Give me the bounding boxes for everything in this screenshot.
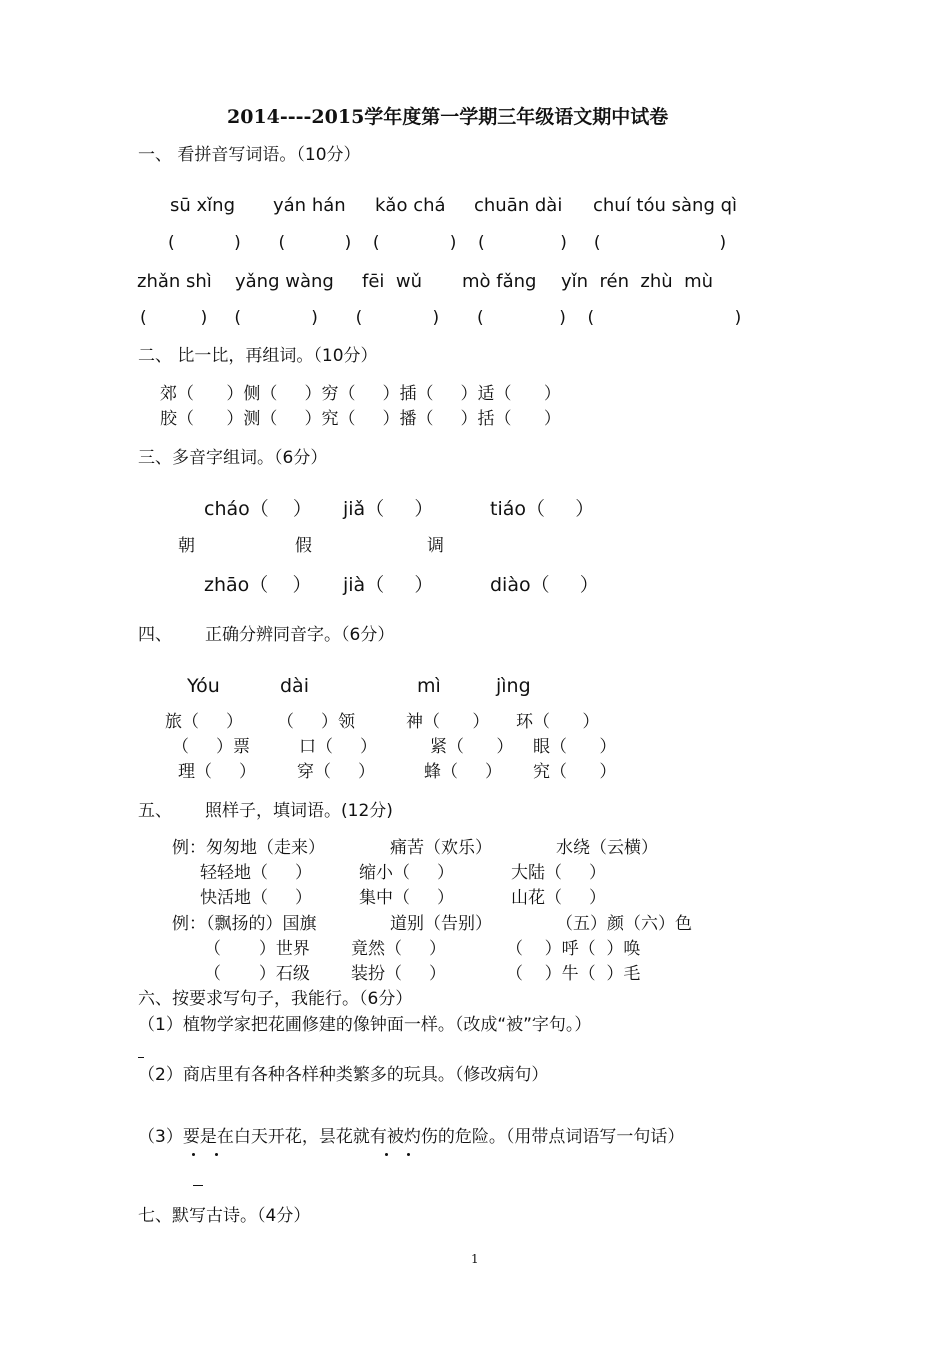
pinyin-word: sū xǐng bbox=[170, 195, 235, 216]
example-item: 例：（飘扬的）国旗 bbox=[172, 914, 317, 934]
pinyin-word: dài bbox=[280, 675, 309, 697]
section-2-heading: 二、 比一比，再组词。（10分） bbox=[138, 346, 378, 366]
pinyin-word: chuān dài bbox=[474, 195, 563, 216]
polyphone-item: diào（ ） bbox=[490, 574, 599, 596]
example-item: 水绕（云横） bbox=[556, 838, 658, 858]
homophone-item: 环（ ） bbox=[516, 712, 600, 732]
section-1-heading: 一、 看拼音写词语。（10分） bbox=[138, 145, 361, 165]
fill-item: （ ）牛（ ）毛 bbox=[506, 964, 641, 984]
example-item: （五）颜（六）色 bbox=[556, 914, 692, 934]
answer-mark bbox=[138, 1057, 144, 1058]
answer-blanks-row[interactable]: ( ) ( ) ( ) ( ) ( ) bbox=[168, 233, 727, 253]
section-4-heading: 正确分辨同音字。（6分） bbox=[205, 625, 395, 645]
homophone-item: 理（ ） bbox=[178, 762, 257, 782]
polyphone-char: 朝 bbox=[178, 536, 195, 556]
fill-item: 大陆（ ） bbox=[511, 863, 607, 883]
page-number: 1 bbox=[471, 1252, 479, 1266]
sentence-question-1: （1）植物学家把花圃修建的像钟面一样。（改成“被”字句。） bbox=[138, 1015, 592, 1035]
section-6-heading: 六、按要求写句子，我能行。（6分） bbox=[138, 989, 413, 1009]
fill-item: 缩小（ ） bbox=[359, 863, 455, 883]
pinyin-word: kǎo chá bbox=[375, 195, 446, 216]
example-item: 痛苦（欢乐） bbox=[390, 838, 492, 858]
section-3-heading: 三、多音字组词。（6分） bbox=[138, 448, 328, 468]
emphasis-dot bbox=[385, 1153, 388, 1156]
homophone-item: 紧（ ） bbox=[430, 737, 514, 757]
homophone-item: （ ）票 bbox=[172, 737, 251, 757]
homophone-item: 神（ ） bbox=[406, 712, 490, 732]
polyphone-char: 假 bbox=[295, 536, 312, 556]
homophone-item: （ ）领 bbox=[277, 712, 356, 732]
sentence-question-2: （2）商店里有各种各样种类繁多的玩具。（修改病句） bbox=[138, 1065, 549, 1085]
fill-item: 轻轻地（ ） bbox=[200, 863, 313, 883]
pinyin-word: Yóu bbox=[187, 675, 220, 697]
pinyin-word: chuí tóu sàng qì bbox=[593, 195, 738, 216]
polyphone-item: jià（ ） bbox=[343, 574, 434, 596]
emphasis-dot bbox=[407, 1153, 410, 1156]
pinyin-word: mì bbox=[417, 675, 441, 697]
homophone-item: 旅（ ） bbox=[165, 712, 244, 732]
fill-item: （ ）石级 bbox=[204, 964, 310, 984]
homophone-item: 蜂（ ） bbox=[424, 762, 503, 782]
homophone-item: 眼（ ） bbox=[533, 737, 617, 757]
example-item: 道别（告别） bbox=[390, 914, 492, 934]
fill-item: 装扮（ ） bbox=[351, 964, 447, 984]
pinyin-word: fēi wǔ bbox=[362, 271, 422, 292]
compare-row-1: 郊（ ）侧（ ）穷（ ）插（ ）适（ ） bbox=[160, 384, 561, 404]
homophone-item: 口（ ） bbox=[299, 737, 378, 757]
polyphone-item: zhāo（ ） bbox=[204, 574, 312, 596]
pinyin-word: yán hán bbox=[273, 195, 346, 216]
fill-item: （ ）世界 bbox=[204, 939, 310, 959]
polyphone-item: tiáo（ ） bbox=[490, 498, 595, 520]
section-7-heading: 七、默写古诗。（4分） bbox=[138, 1206, 311, 1226]
fill-item: 竟然（ ） bbox=[351, 939, 447, 959]
sentence-question-3: （3）要是在白天开花，昙花就有被灼伤的危险。（用带点词语写一句话） bbox=[138, 1127, 685, 1147]
polyphone-item: jiǎ（ ） bbox=[343, 498, 434, 520]
pinyin-word: zhǎn shì bbox=[137, 271, 212, 292]
fill-item: 快活地（ ） bbox=[200, 888, 313, 908]
pinyin-word: jìng bbox=[496, 675, 531, 697]
answer-blanks-row[interactable]: ( ) ( ) ( ) ( ) ( ) bbox=[140, 308, 742, 328]
homophone-item: 究（ ） bbox=[533, 762, 617, 782]
fill-item: 集中（ ） bbox=[359, 888, 455, 908]
fill-item: （ ）呼（ ）唤 bbox=[506, 939, 641, 959]
section-5-heading: 照样子，填词语。(12分) bbox=[205, 801, 393, 821]
emphasis-dot bbox=[192, 1153, 195, 1156]
emphasis-dot bbox=[215, 1153, 218, 1156]
pinyin-word: mò fǎng bbox=[462, 271, 537, 292]
polyphone-item: cháo（ ） bbox=[204, 498, 312, 520]
answer-mark bbox=[193, 1185, 203, 1186]
page-title: 2014----2015学年度第一学期三年级语文期中试卷 bbox=[227, 106, 669, 128]
compare-row-2: 胶（ ）测（ ）究（ ）播（ ）括（ ） bbox=[160, 409, 561, 429]
pinyin-word: yǐn rén zhù mù bbox=[561, 271, 714, 292]
polyphone-char: 调 bbox=[427, 536, 444, 556]
example-item: 例：匆匆地（走来） bbox=[172, 838, 325, 858]
pinyin-word: yǎng wàng bbox=[235, 271, 334, 292]
fill-item: 山花（ ） bbox=[511, 888, 607, 908]
section-4-number: 四、 bbox=[138, 625, 172, 645]
homophone-item: 穿（ ） bbox=[297, 762, 376, 782]
section-5-number: 五、 bbox=[138, 801, 172, 821]
